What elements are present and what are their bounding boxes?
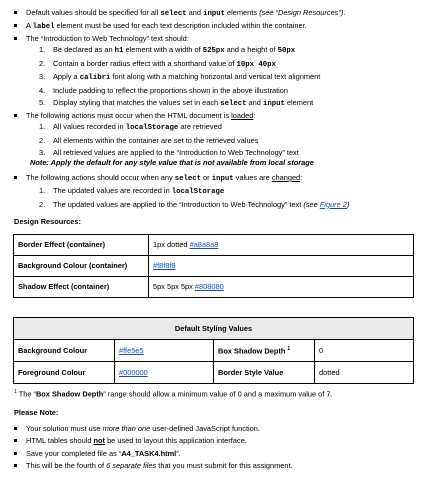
table-header-row <box>14 318 414 340</box>
design-resources-table <box>13 234 414 298</box>
list-item: HTML tables should not be used to layout this application interface. <box>10 436 420 445</box>
list-item: 2. Contain a border radius effect with a shorthand value of 10px 40px <box>39 58 276 69</box>
requirements-list <box>10 8 420 159</box>
on-change-sublist <box>26 186 420 209</box>
color-link[interactable]: #808080 <box>194 282 224 292</box>
square-bullet-icon <box>14 452 17 455</box>
square-bullet-icon <box>14 176 17 179</box>
color-link[interactable]: #000000 <box>119 367 148 377</box>
list-item: Save your completed file as “A4_TASK4.html”. <box>10 449 420 458</box>
requirement-on-change: The following actions should occur when any select or input values are changed: 1. The updated values are recorded in localStorage 2. The updated values are applied to the “Introduction to Web Technology” text (see Figure 2) <box>10 173 420 209</box>
list-item: Your solution must use more than one user-defined JavaScript function. <box>10 424 420 433</box>
on-load-sublist <box>26 122 420 156</box>
default-styling-heading: Default Styling Values <box>14 318 414 340</box>
list-item: 2. All elements within the container are set to the retrieved values <box>39 135 259 145</box>
square-bullet-icon <box>14 24 17 27</box>
square-bullet-icon <box>14 439 17 442</box>
figure-2-link[interactable]: Figure 2 <box>319 199 347 209</box>
list-item: 1. All values recorded in localStorage are retrieved <box>39 122 222 133</box>
design-resources-reference: (see “Design Resources”) <box>259 8 344 17</box>
square-bullet-icon <box>14 11 17 14</box>
square-bullet-icon <box>14 114 17 117</box>
please-note-heading: Please Note: <box>14 408 59 417</box>
local-storage-note: Note: Apply the default for any style value that is not available from local storage <box>30 158 314 167</box>
list-item: 2. The updated values are applied to the “Introduction to Web Technology” text (see Figure 2) <box>39 199 350 209</box>
list-item: 4. Include padding to reflect the proportions shown in the above illustration <box>39 85 289 95</box>
color-link[interactable]: #a8a8a8 <box>189 240 219 250</box>
color-link[interactable]: #ffe5e5 <box>119 345 144 355</box>
table-row: Shadow Effect (container) 5px 5px 5px #808080 <box>14 277 414 298</box>
requirement-on-load: The following actions must occur when the HTML document is loaded: 1. All values recorded in localStorage are retrieved 2. All elements within the container are set to the retrieved values 3. All retrieved values are applied to the “Introduction to Web Technology” text <box>10 111 420 157</box>
square-bullet-icon <box>14 37 17 40</box>
list-item: 1. Be declared as an h1 element with a width of 525px and a height of 50px <box>39 45 296 56</box>
requirement-label-element: A label element must be used for each text description included within the container. <box>10 21 420 32</box>
list-item: 5. Display styling that matches the values set in each select and input element <box>39 97 314 108</box>
table-row: Foreground Colour #000000 Border Style Value dotted <box>14 362 414 384</box>
list-item: 1. The updated values are recorded in localStorage <box>39 186 225 197</box>
color-link[interactable]: #f8f8f8 <box>153 261 176 271</box>
list-item: This will be the fourth of 6 separate files that you must submit for this assignment. <box>10 461 420 470</box>
requirement-default-values: Default values should be specified for all select and input elements (see “Design Resources”). <box>10 8 420 19</box>
table-row: Background Colour #ffe5e5 Box Shadow Depth $^1$ 0 <box>14 340 414 362</box>
table-row: Background Colour (container) #f8f8f8 <box>14 256 414 277</box>
design-resources-heading: Design Resources: <box>14 217 81 226</box>
list-item: 3. Apply a calibri font along with a matching horizontal and vertical text alignment <box>39 72 321 83</box>
requirements-list-continued <box>10 173 420 211</box>
list-item: 3. All retrieved values are applied to the “Introduction to Web Technology” text <box>39 147 299 157</box>
default-styling-table <box>13 317 414 384</box>
square-bullet-icon <box>14 427 17 430</box>
heading-text-sublist <box>26 45 420 108</box>
square-bullet-icon <box>14 464 17 467</box>
please-note-list <box>10 424 420 473</box>
box-shadow-footnote: $^1$ The “Box Shadow Depth” range should allow a minimum value of 0 and a maximum value of 7. <box>14 389 333 399</box>
table-row: Border Effect (container) 1px dotted #a8a8a8 <box>14 235 414 256</box>
requirement-heading-text: The “Introduction to Web Technology” text should: 1. Be declared as an h1 element with a width of 525px and a height of 50px 2. Contain a border radius effect with a shorthand value of 10px 40px 3. Apply a calibri font along with a matching horizontal and vertical text alignment 4. Include padding to reflect the proportions shown in the above illustration 5. Display styling that matches the values set in each select and input element <box>10 34 420 109</box>
